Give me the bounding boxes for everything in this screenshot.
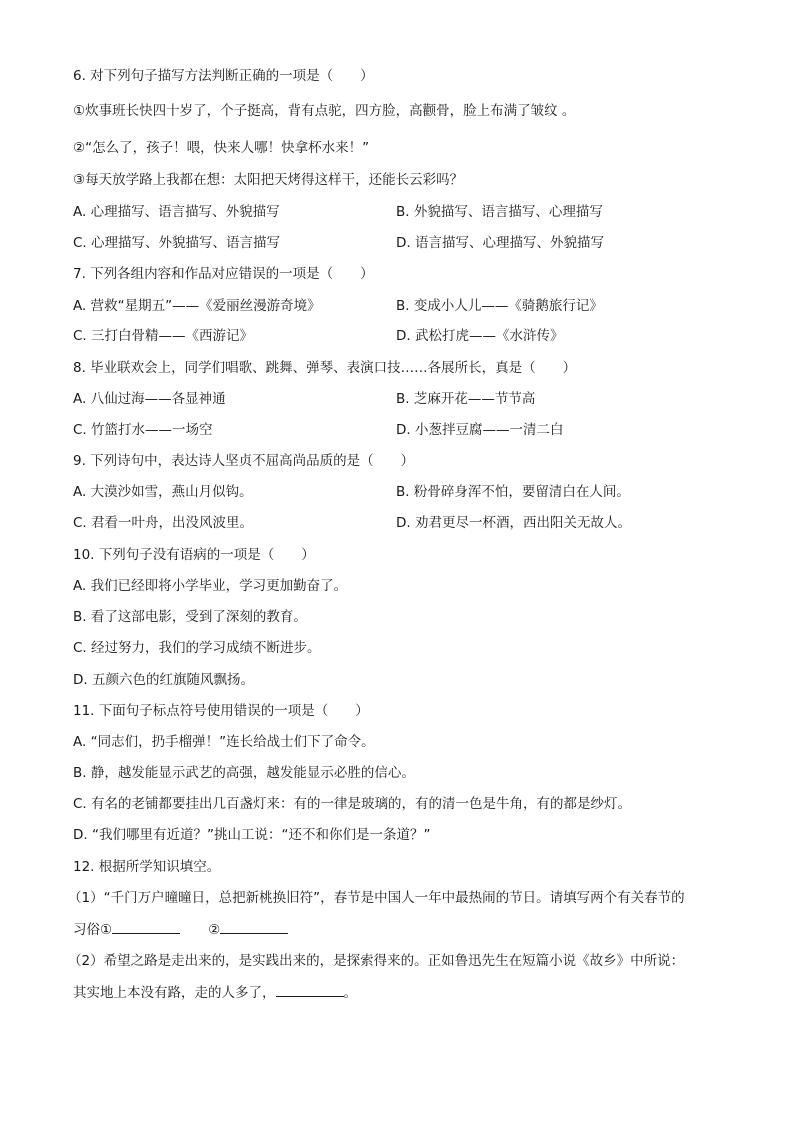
q12-part2-prefix: 其实地上本没有路，走的人多了，: [73, 985, 276, 1001]
q8-option-d: D. 小葱拌豆腐——一清二白: [396, 422, 564, 438]
q6-option-a: A. 心理描写、语言描写、外貌描写: [73, 204, 280, 220]
q12-part2-line2: [73, 982, 357, 1003]
q12-stem: 12. 根据所学知识填空。: [73, 859, 221, 875]
q7-option-c: C. 三打白骨精——《西游记》: [73, 328, 254, 344]
q10-option-b: B. 看了这部电影，受到了深刻的教育。: [73, 609, 307, 625]
q7-option-a: A. 营救“星期五”——《爱丽丝漫游奇境》: [73, 298, 321, 314]
q12-blank-3[interactable]: [276, 982, 344, 997]
q9-option-c: C. 君看一叶舟，出没风波里。: [73, 515, 254, 531]
q6-option-d: D. 语言描写、心理描写、外貌描写: [396, 235, 604, 251]
q6-option-b: B. 外貌描写、语言描写、心理描写: [396, 204, 603, 220]
q11-option-a: A. “同志们，扔手榴弹！”连长给战士们下了命令。: [73, 734, 375, 750]
q12-blank-2[interactable]: [220, 919, 288, 934]
q6-sentence-2: ②“怎么了，孩子！喂，快来人哪！快拿杯水来！”: [73, 140, 370, 156]
q10-option-d: D. 五颜六色的红旗随风飘扬。: [73, 672, 254, 688]
q6-sentence-1: ①炊事班长快四十岁了，个子挺高，背有点驼，四方脸，高颧骨，脸上布满了皱纹 。: [73, 103, 576, 119]
q10-stem: 10. 下列句子没有语病的一项是（ ）: [73, 547, 315, 563]
q12-part1-line2: [73, 919, 288, 940]
q6-sentence-3: ③每天放学路上我都在想：太阳把天烤得这样干，还能长云彩吗？: [73, 172, 464, 188]
q10-option-a: A. 我们已经即将小学毕业，学习更加勤奋了。: [73, 578, 348, 594]
q6-stem: 6. 对下列句子描写方法判断正确的一项是（ ）: [73, 68, 374, 84]
q12-part2-suffix: 。: [343, 985, 357, 1001]
q8-option-c: C. 竹篮打水——一场空: [73, 422, 213, 438]
q11-stem: 11. 下面句子标点符号使用错误的一项是（ ）: [73, 703, 369, 719]
q8-option-a: A. 八仙过海——各显神通: [73, 391, 226, 407]
q12-blank-1[interactable]: [112, 919, 180, 934]
q9-option-d: D. 劝君更尽一杯酒，西出阳关无故人。: [396, 515, 631, 531]
q7-stem: 7. 下列各组内容和作品对应错误的一项是（ ）: [73, 266, 374, 282]
q9-stem: 9. 下列诗句中，表达诗人坚贞不屈高尚品质的是（ ）: [73, 453, 415, 469]
q8-option-b: B. 芝麻开花——节节高: [396, 391, 536, 407]
q8-stem: 8. 毕业联欢会上，同学们唱歌、跳舞、弹琴、表演口技……各展所长，真是（ ）: [73, 360, 577, 376]
q12-part1-mid: ②: [208, 922, 221, 938]
q7-option-d: D. 武松打虎——《水浒传》: [396, 328, 564, 344]
q6-option-c: C. 心理描写、外貌描写、语言描写: [73, 235, 281, 251]
q9-option-a: A. 大漠沙如雪，燕山月似钩。: [73, 484, 253, 500]
q11-option-b: B. 静，越发能显示武艺的高强，越发能显示必胜的信心。: [73, 765, 415, 781]
q10-option-c: C. 经过努力，我们的学习成绩不断进步。: [73, 640, 321, 656]
q7-option-b: B. 变成小人儿——《骑鹅旅行记》: [396, 298, 603, 314]
q11-option-c: C. 有名的老铺都要挂出几百盏灯来：有的一律是玻璃的，有的清一色是牛角，有的都是纱灯。: [73, 796, 632, 812]
q9-option-b: B. 粉骨碎身浑不怕，要留清白在人间。: [396, 484, 630, 500]
q12-part1-line1: （1）“千门万户曈曈日，总把新桃换旧符”，春节是中国人一年中最热闹的节日。请填写两个有关春节的: [68, 890, 685, 906]
q12-part1-prefix: 习俗①: [73, 922, 113, 938]
q11-option-d: D. “我们哪里有近道？”挑山工说：“还不和你们是一条道？”: [73, 827, 431, 843]
q12-part2-line1: （2）希望之路是走出来的，是实践出来的，是探索得来的。正如鲁迅先生在短篇小说《故乡》中所说：: [68, 953, 685, 969]
